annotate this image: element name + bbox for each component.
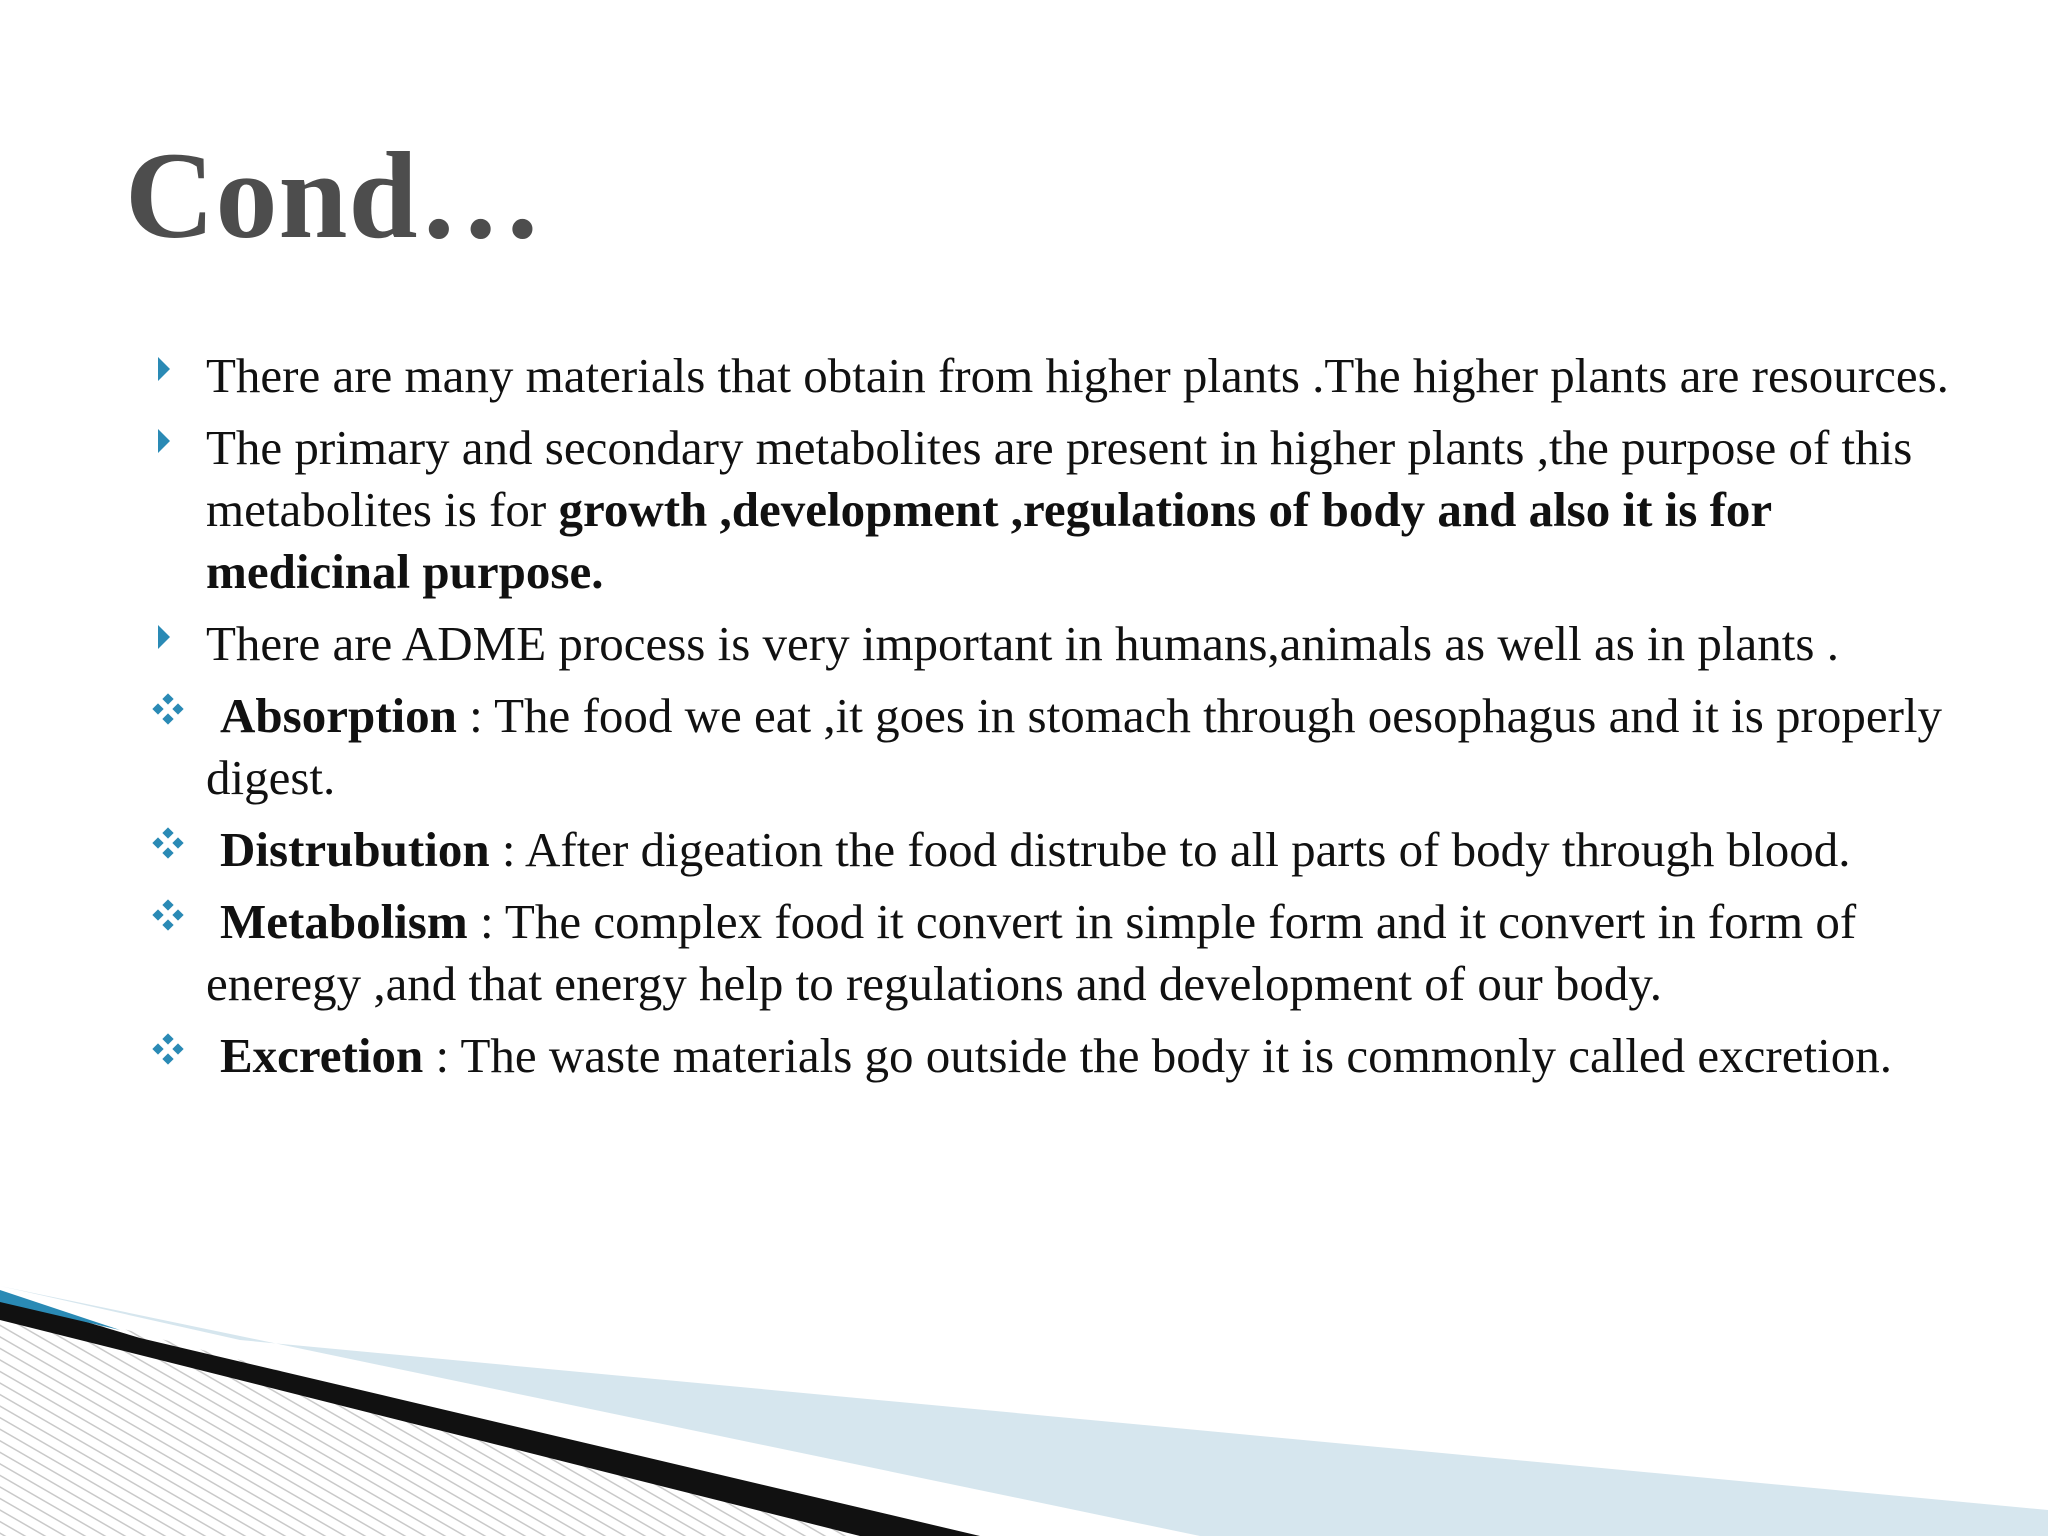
diamond-bullet-icon — [148, 895, 188, 935]
slide-title: Cond… — [125, 127, 544, 264]
adme-term: Metabolism — [220, 894, 468, 949]
bullet-text: The primary and secondary metabolites are present in higher plants ,the purpose of this metabolites is for — [206, 420, 1913, 537]
adme-text: : After digeation the food distrube to all parts of body through blood. — [489, 822, 1851, 877]
adme-term: Distrubution — [220, 822, 490, 877]
list-item — [140, 1025, 1960, 1087]
list-item — [140, 345, 1960, 407]
adme-text: : The complex food it convert in simple form and it convert in form of eneregy ,and that energy help to regulations and development of our body. — [206, 894, 1857, 1011]
list-item — [140, 891, 1960, 1015]
bullet-text: There are many materials that obtain from higher plants .The higher plants are resources. — [206, 348, 1949, 403]
diamond-bullet-icon — [148, 823, 188, 863]
triangle-bullet-icon — [148, 421, 188, 461]
list-item — [140, 417, 1960, 603]
corner-decoration — [0, 1280, 2048, 1536]
bullet-bold-text: growth ,development ,regulations of body and also it is for medicinal purpose. — [206, 482, 1772, 599]
diamond-bullet-icon — [148, 689, 188, 729]
adme-text: : The food we eat ,it goes in stomach through oesophagus and it is properly digest. — [206, 688, 1943, 805]
triangle-bullet-icon — [148, 349, 188, 389]
bullet-list — [140, 345, 1960, 1097]
adme-term: Excretion — [220, 1028, 424, 1083]
list-item — [140, 819, 1960, 881]
list-item — [140, 685, 1960, 809]
adme-term: Absorption — [220, 688, 457, 743]
bullet-text: There are ADME process is very important in humans,animals as well as in plants . — [206, 616, 1839, 671]
diamond-bullet-icon — [148, 1029, 188, 1069]
adme-text: : The waste materials go outside the body it is commonly called excretion. — [423, 1028, 1892, 1083]
triangle-bullet-icon — [148, 617, 188, 657]
list-item — [140, 613, 1960, 675]
